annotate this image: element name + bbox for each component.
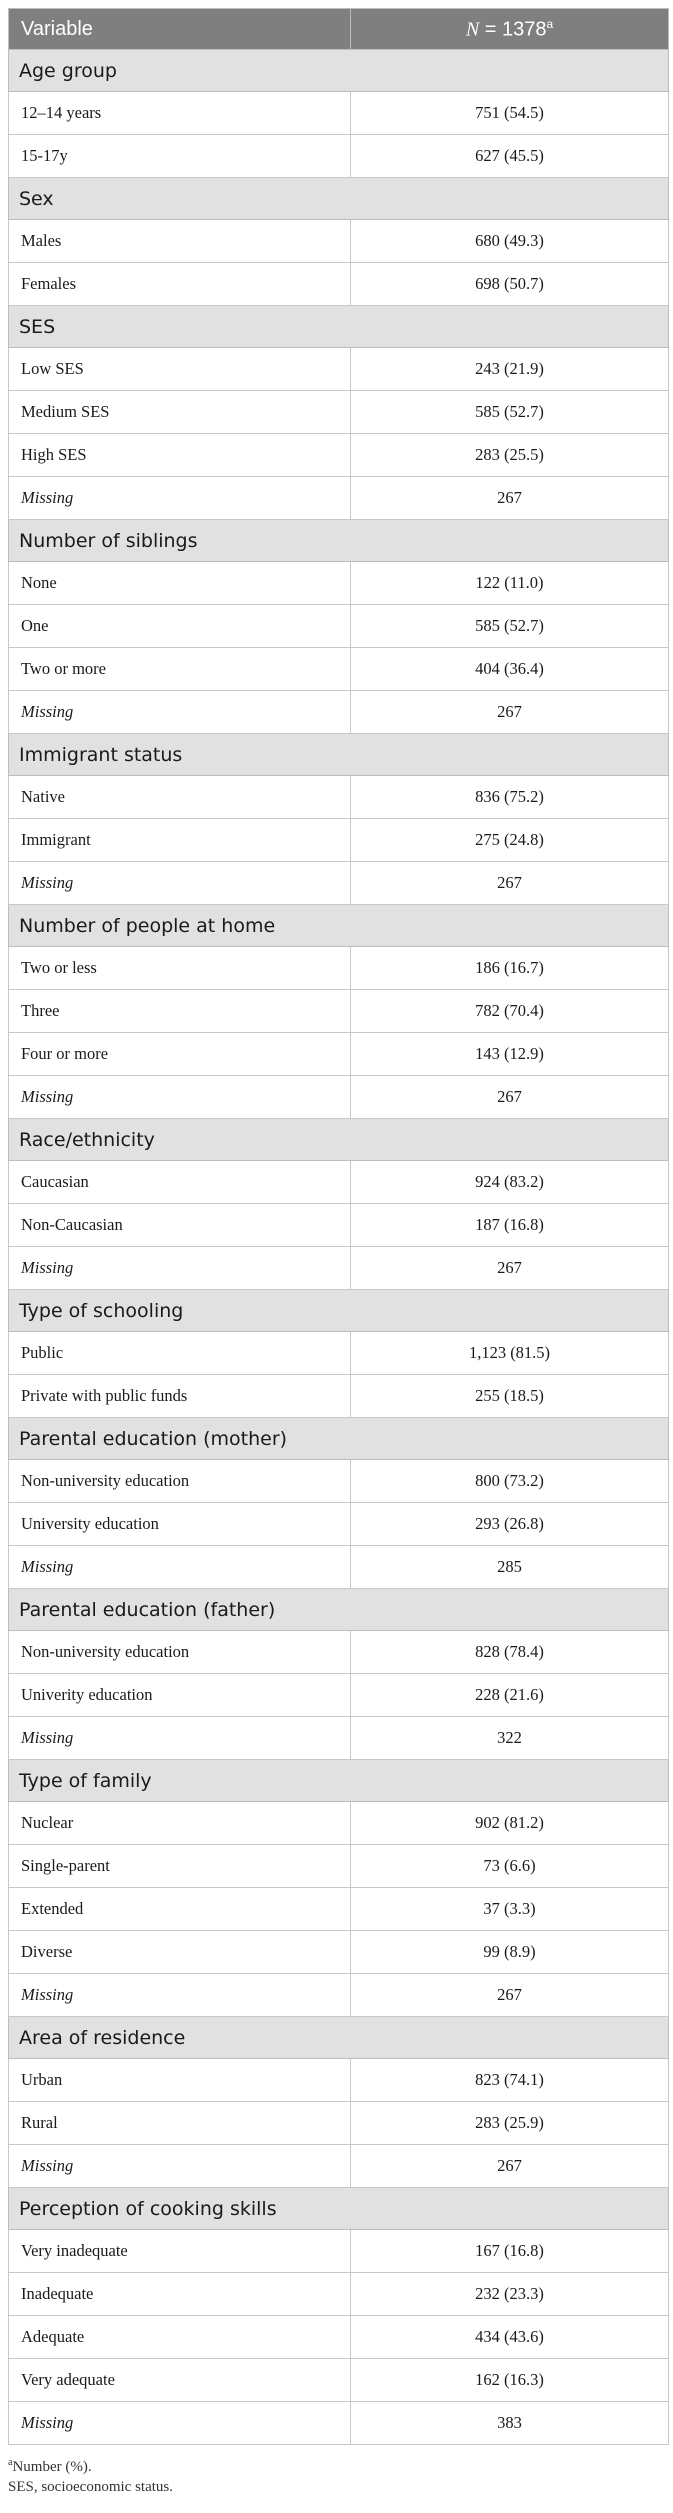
row-value: 627 (45.5) <box>351 135 669 178</box>
demographics-table <box>8 8 669 2445</box>
group-header-row <box>9 1290 669 1332</box>
row-value: 924 (83.2) <box>351 1161 669 1204</box>
row-value: 585 (52.7) <box>351 391 669 434</box>
table-row <box>9 2102 669 2145</box>
group-title: Perception of cooking skills <box>9 2188 669 2230</box>
footnote-a-marker: a <box>8 2457 13 2468</box>
row-value: 1,123 (81.5) <box>351 1332 669 1375</box>
column-header-n <box>351 9 669 50</box>
row-label: None <box>9 562 351 605</box>
table-row <box>9 562 669 605</box>
table-row <box>9 263 669 306</box>
table-row <box>9 1076 669 1119</box>
table-row <box>9 2230 669 2273</box>
row-label: One <box>9 605 351 648</box>
row-label: Private with public funds <box>9 1375 351 1418</box>
row-label: Missing <box>9 2145 351 2188</box>
row-label: Very inadequate <box>9 2230 351 2273</box>
row-value: 698 (50.7) <box>351 263 669 306</box>
row-value: 585 (52.7) <box>351 605 669 648</box>
table-row <box>9 1674 669 1717</box>
row-value: 285 <box>351 1546 669 1589</box>
table-row <box>9 1503 669 1546</box>
table-row <box>9 648 669 691</box>
table-row <box>9 1332 669 1375</box>
group-title: Type of schooling <box>9 1290 669 1332</box>
table-row <box>9 2359 669 2402</box>
table-row <box>9 135 669 178</box>
row-value: 275 (24.8) <box>351 819 669 862</box>
row-label: 15-17y <box>9 135 351 178</box>
row-value: 162 (16.3) <box>351 2359 669 2402</box>
row-label: Missing <box>9 691 351 734</box>
row-value: 232 (23.3) <box>351 2273 669 2316</box>
row-label: Non-university education <box>9 1631 351 1674</box>
table-row <box>9 92 669 135</box>
row-label: Inadequate <box>9 2273 351 2316</box>
group-title: Parental education (mother) <box>9 1418 669 1460</box>
table-row <box>9 605 669 648</box>
row-label: Low SES <box>9 348 351 391</box>
row-label: Urban <box>9 2059 351 2102</box>
row-value: 267 <box>351 1076 669 1119</box>
group-title: Sex <box>9 178 669 220</box>
row-label: Missing <box>9 862 351 905</box>
table-row <box>9 1931 669 1974</box>
row-label: Caucasian <box>9 1161 351 1204</box>
group-header-row <box>9 1589 669 1631</box>
table-row <box>9 1375 669 1418</box>
row-value: 322 <box>351 1717 669 1760</box>
row-label: University education <box>9 1503 351 1546</box>
row-label: Diverse <box>9 1931 351 1974</box>
group-title: Number of siblings <box>9 520 669 562</box>
row-label: Non-Caucasian <box>9 1204 351 1247</box>
row-value: 37 (3.3) <box>351 1888 669 1931</box>
row-label: Very adequate <box>9 2359 351 2402</box>
row-label: Two or less <box>9 947 351 990</box>
table-container <box>8 8 668 2497</box>
table-row <box>9 1631 669 1674</box>
row-value: 143 (12.9) <box>351 1033 669 1076</box>
footnote-a-text: Number (%). <box>12 2459 92 2475</box>
group-title: SES <box>9 306 669 348</box>
row-label: Missing <box>9 2402 351 2445</box>
row-value: 383 <box>351 2402 669 2445</box>
group-title: Immigrant status <box>9 734 669 776</box>
table-row <box>9 1161 669 1204</box>
row-value: 186 (16.7) <box>351 947 669 990</box>
n-footnote-marker: a <box>546 16 554 31</box>
row-value: 404 (36.4) <box>351 648 669 691</box>
row-value: 902 (81.2) <box>351 1802 669 1845</box>
group-header-row <box>9 306 669 348</box>
row-label: Public <box>9 1332 351 1375</box>
group-header-row <box>9 520 669 562</box>
row-label: Missing <box>9 1974 351 2017</box>
group-header-row <box>9 2188 669 2230</box>
row-value: 751 (54.5) <box>351 92 669 135</box>
row-label: High SES <box>9 434 351 477</box>
table-row <box>9 1974 669 2017</box>
row-value: 243 (21.9) <box>351 348 669 391</box>
row-label: Rural <box>9 2102 351 2145</box>
table-row <box>9 1888 669 1931</box>
row-value: 267 <box>351 1247 669 1290</box>
group-title: Race/ethnicity <box>9 1119 669 1161</box>
row-label: Native <box>9 776 351 819</box>
row-value: 293 (26.8) <box>351 1503 669 1546</box>
row-label: Missing <box>9 1247 351 1290</box>
row-value: 255 (18.5) <box>351 1375 669 1418</box>
row-value: 167 (16.8) <box>351 2230 669 2273</box>
table-row <box>9 220 669 263</box>
row-value: 823 (74.1) <box>351 2059 669 2102</box>
table-row <box>9 1546 669 1589</box>
group-header-row <box>9 178 669 220</box>
group-header-row <box>9 1418 669 1460</box>
table-row <box>9 1802 669 1845</box>
row-value: 267 <box>351 477 669 520</box>
table-row <box>9 1033 669 1076</box>
row-label: Univerity education <box>9 1674 351 1717</box>
row-label: Extended <box>9 1888 351 1931</box>
row-label: Females <box>9 263 351 306</box>
row-value: 800 (73.2) <box>351 1460 669 1503</box>
row-label: Missing <box>9 1546 351 1589</box>
row-label: Three <box>9 990 351 1033</box>
row-value: 434 (43.6) <box>351 2316 669 2359</box>
row-value: 267 <box>351 2145 669 2188</box>
row-label: Adequate <box>9 2316 351 2359</box>
table-row <box>9 947 669 990</box>
row-label: Medium SES <box>9 391 351 434</box>
table-row <box>9 819 669 862</box>
table-footnotes <box>8 2453 668 2497</box>
table-row <box>9 1845 669 1888</box>
table-row <box>9 2273 669 2316</box>
footnote-ses: SES, socioeconomic status. <box>8 2479 173 2495</box>
table-row <box>9 348 669 391</box>
row-label: Males <box>9 220 351 263</box>
row-value: 283 (25.5) <box>351 434 669 477</box>
row-label: 12–14 years <box>9 92 351 135</box>
table-row <box>9 691 669 734</box>
row-label: Single-parent <box>9 1845 351 1888</box>
row-value: 187 (16.8) <box>351 1204 669 1247</box>
row-label: Missing <box>9 1076 351 1119</box>
table-row <box>9 1204 669 1247</box>
footnote-a <box>8 2453 668 2477</box>
table-row <box>9 2402 669 2445</box>
table-row <box>9 477 669 520</box>
table-header-row <box>9 9 669 50</box>
row-label: Two or more <box>9 648 351 691</box>
table-body <box>9 50 669 2445</box>
table-row <box>9 2059 669 2102</box>
row-value: 836 (75.2) <box>351 776 669 819</box>
table-row <box>9 2316 669 2359</box>
row-value: 828 (78.4) <box>351 1631 669 1674</box>
row-label: Missing <box>9 477 351 520</box>
row-value: 267 <box>351 1974 669 2017</box>
table-row <box>9 990 669 1033</box>
row-label: Four or more <box>9 1033 351 1076</box>
group-header-row <box>9 50 669 92</box>
table-row <box>9 1460 669 1503</box>
column-header-variable: Variable <box>9 9 351 50</box>
table-row <box>9 862 669 905</box>
group-title: Age group <box>9 50 669 92</box>
group-header-row <box>9 1119 669 1161</box>
group-title: Area of residence <box>9 2017 669 2059</box>
row-value: 99 (8.9) <box>351 1931 669 1974</box>
table-row <box>9 391 669 434</box>
n-value: = 1378 <box>479 18 547 41</box>
table-row <box>9 2145 669 2188</box>
group-header-row <box>9 734 669 776</box>
group-title: Number of people at home <box>9 905 669 947</box>
row-value: 267 <box>351 691 669 734</box>
group-header-row <box>9 905 669 947</box>
row-label: Nuclear <box>9 1802 351 1845</box>
row-label: Missing <box>9 1717 351 1760</box>
row-value: 283 (25.9) <box>351 2102 669 2145</box>
group-header-row <box>9 2017 669 2059</box>
group-header-row <box>9 1760 669 1802</box>
table-row <box>9 1717 669 1760</box>
row-value: 782 (70.4) <box>351 990 669 1033</box>
table-row <box>9 776 669 819</box>
row-label: Immigrant <box>9 819 351 862</box>
group-title: Type of family <box>9 1760 669 1802</box>
table-row <box>9 434 669 477</box>
row-value: 122 (11.0) <box>351 562 669 605</box>
row-value: 228 (21.6) <box>351 1674 669 1717</box>
table-row <box>9 1247 669 1290</box>
row-value: 267 <box>351 862 669 905</box>
row-value: 680 (49.3) <box>351 220 669 263</box>
row-value: 73 (6.6) <box>351 1845 669 1888</box>
group-title: Parental education (father) <box>9 1589 669 1631</box>
n-symbol: N <box>465 18 480 41</box>
row-label: Non-university education <box>9 1460 351 1503</box>
